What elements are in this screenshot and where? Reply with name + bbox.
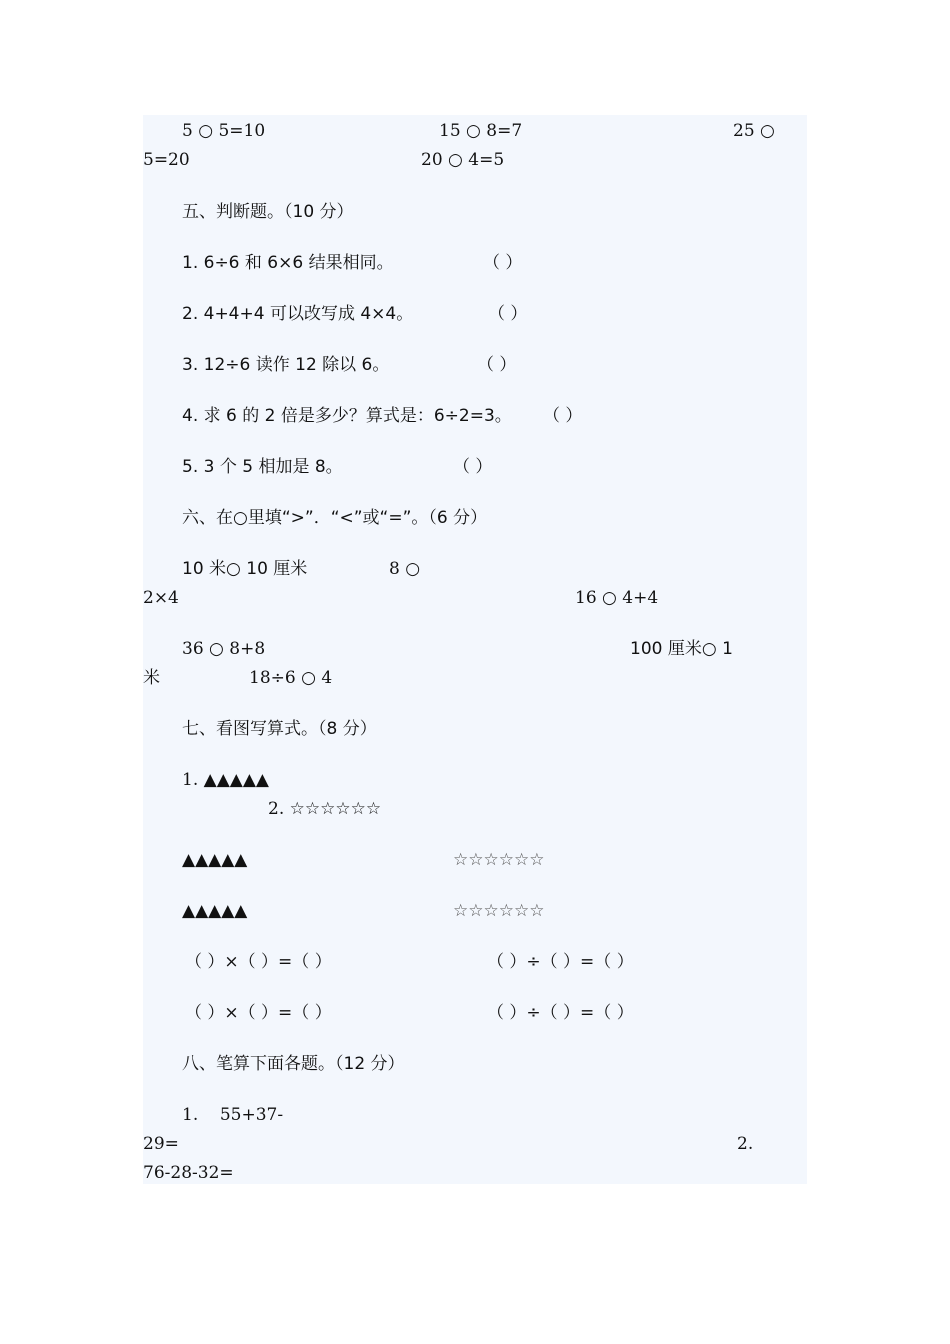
compare-item: 16 ○ 4+4 [575,588,659,608]
division-formula: （ ）÷（ ）=（ ） [487,952,634,972]
multiplication-formula: （ ）×（ ）=（ ） [185,1003,332,1023]
compare-item: 2×4 [143,588,179,608]
answer-blank: （ ） [477,355,517,375]
judge-question: 1. 6÷6 和 6×6 结果相同。 [182,253,394,273]
compare-item: 8 ○ [389,559,421,579]
section-title-judge: 五、判断题。（10 分） [182,202,354,222]
triangle-row-label: 1. ▲▲▲▲▲ [182,770,269,790]
multiplication-formula: （ ）×（ ）=（ ） [185,952,332,972]
compare-item: 100 厘米○ 1 [630,639,733,659]
star-row: ☆☆☆☆☆☆ [453,850,545,870]
compare-item: 20 ○ 4=5 [421,150,505,170]
compare-item: 10 米○ 10 厘米 [182,559,308,579]
triangle-row: ▲▲▲▲▲ [182,901,248,921]
judge-question: 2. 4+4+4 可以改写成 4×4。 [182,304,414,324]
star-row: ☆☆☆☆☆☆ [453,901,545,921]
section-title-compare: 六、在○里填“>”．“<”或“=”。（6 分） [182,508,488,528]
compare-item: 25 ○ [733,121,775,141]
compare-item: 18÷6 ○ 4 [249,668,333,688]
calc-question-2-cont: 76-28-32= [143,1163,234,1183]
compare-item: 米 [143,668,160,688]
answer-blank: （ ） [453,457,493,477]
answer-blank: （ ） [483,253,523,273]
calc-question-2: 2. [737,1134,754,1154]
answer-blank: （ ） [543,406,583,426]
compare-item: 15 ○ 8=7 [439,121,523,141]
calc-question-1-cont: 29= [143,1134,179,1154]
compare-item: 5 ○ 5=10 [182,121,266,141]
section-title-picture: 七、看图写算式。（8 分） [182,719,377,739]
compare-item: 5=20 [143,150,190,170]
answer-blank: （ ） [488,304,528,324]
division-formula: （ ）÷（ ）=（ ） [487,1003,634,1023]
compare-item: 36 ○ 8+8 [182,639,266,659]
judge-question: 4. 求 6 的 2 倍是多少？算式是：6÷2=3。 [182,406,512,426]
triangle-row: ▲▲▲▲▲ [182,850,248,870]
section-title-written-calc: 八、笔算下面各题。（12 分） [182,1054,405,1074]
judge-question: 3. 12÷6 读作 12 除以 6。 [182,355,390,375]
star-row-label: 2. ☆☆☆☆☆☆ [268,799,382,819]
judge-question: 5. 3 个 5 相加是 8。 [182,457,343,477]
calc-question-1: 1. 55+37- [182,1105,284,1125]
